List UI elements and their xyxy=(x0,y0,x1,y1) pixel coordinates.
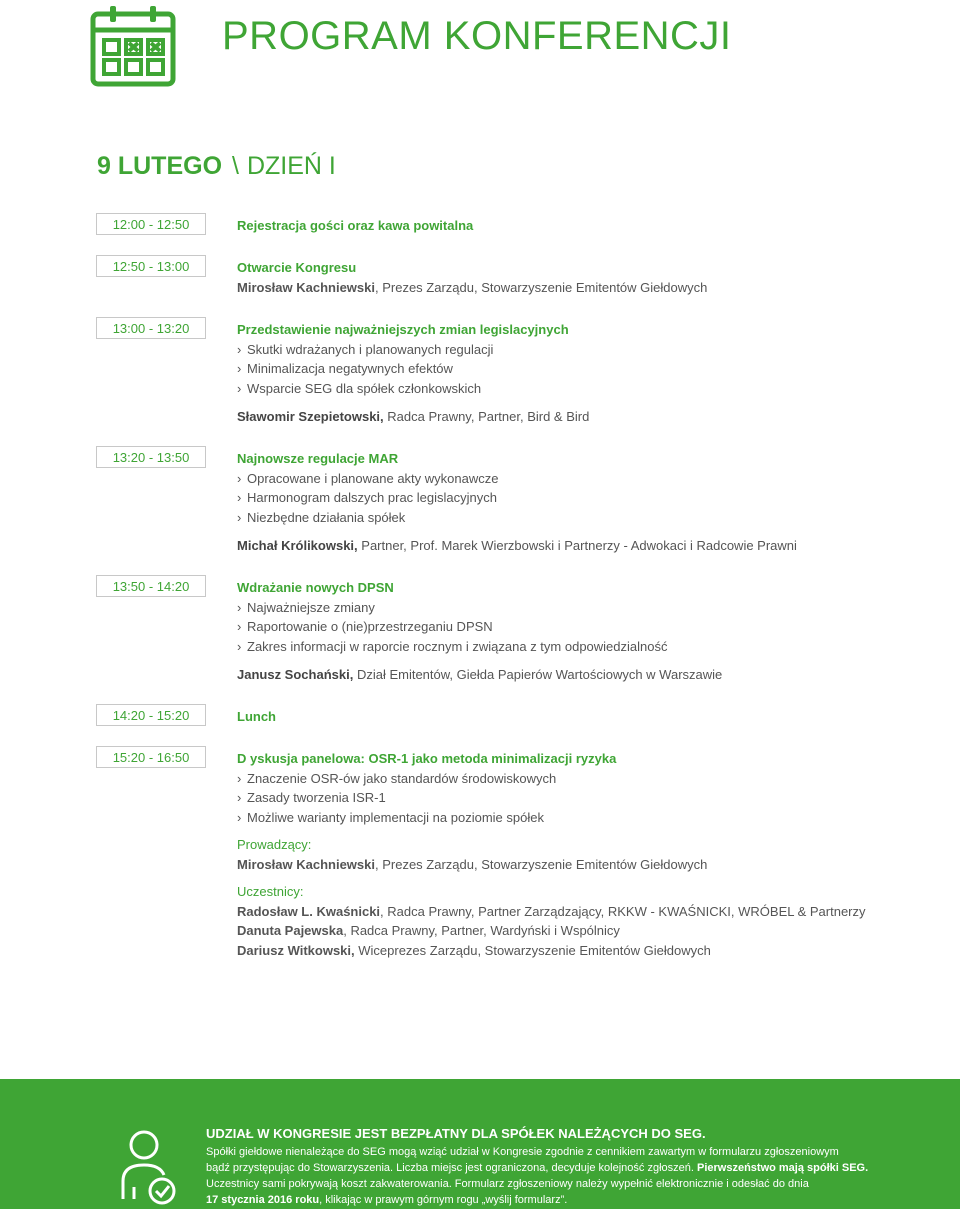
moderator-label: Prowadzący: xyxy=(237,837,312,852)
footer-line xyxy=(206,1192,936,1208)
bullet-item: › Zasady tworzenia ISR-1 xyxy=(237,788,937,808)
time-box: 13:50 - 14:20 xyxy=(96,575,206,597)
speaker-role: , Radca Prawny, Partner Zarządzający, RKKW - KWAŚNICKI, WRÓBEL & Partnerzy xyxy=(380,903,866,919)
participant xyxy=(237,921,937,941)
speaker-name: Mirosław Kachniewski xyxy=(237,279,375,295)
speaker xyxy=(237,278,937,298)
speaker xyxy=(237,536,937,556)
slot-content xyxy=(237,707,937,727)
bullet-item: › Opracowane i planowane akty wykonawcze xyxy=(237,469,937,489)
participant xyxy=(237,941,937,961)
bullet-item: › Harmonogram dalszych prac legislacyjnych xyxy=(237,488,937,508)
slot-content xyxy=(237,320,937,427)
time-box: 12:00 - 12:50 xyxy=(96,213,206,235)
slot-title: Rejestracja gości oraz kawa powitalna xyxy=(237,218,474,233)
person-check-icon xyxy=(120,1129,178,1205)
slot-title: Najnowsze regulacje MAR xyxy=(237,451,399,466)
footer-emphasis: Pierwszeństwo mają spółki SEG. xyxy=(696,1162,869,1174)
moderator xyxy=(237,855,937,875)
speaker-name: Mirosław Kachniewski xyxy=(237,856,375,872)
calendar-icon xyxy=(90,4,176,88)
time-box: 14:20 - 15:20 xyxy=(96,704,206,726)
speaker-name: Dariusz Witkowski, xyxy=(237,942,355,958)
bullet-item: › Minimalizacja negatywnych efektów xyxy=(237,359,937,379)
footer-line: Spółki giełdowe nienależące do SEG mogą wziąć udział w Kongresie zgodnie z cennikiem zawartym w formularzu zgłoszeniowym xyxy=(206,1146,839,1158)
slot-title: Przedstawienie najważniejszych zmian legislacyjnych xyxy=(237,322,569,337)
speaker-role: , Prezes Zarządu, Stowarzyszenie Emitentów Giełdowych xyxy=(375,856,708,872)
footer-line xyxy=(206,1160,936,1176)
participants-label: Uczestnicy: xyxy=(237,884,304,899)
day-label: DZIEŃ I xyxy=(246,152,336,180)
bullet-item: › Zakres informacji w raporcie rocznym i związana z tym odpowiedzialność xyxy=(237,637,937,657)
slot-title: Lunch xyxy=(237,709,276,724)
slot-title: D yskusja panelowa: OSR-1 jako metoda minimalizacji ryzyka xyxy=(237,751,617,766)
bullet-item: › Skutki wdrażanych i planowanych regulacji xyxy=(237,340,937,360)
slot-title: Wdrażanie nowych DPSN xyxy=(237,580,394,595)
time-box: 13:20 - 13:50 xyxy=(96,446,206,468)
time-box: 13:00 - 13:20 xyxy=(96,317,206,339)
bullet-item: › Niezbędne działania spółek xyxy=(237,508,937,528)
footer-text xyxy=(206,1126,936,1208)
page-title: PROGRAM KONFERENCJI xyxy=(222,14,732,58)
bullet-item: › Znaczenie OSR-ów jako standardów środowiskowych xyxy=(237,769,937,789)
bullet-item: › Najważniejsze zmiany xyxy=(237,598,937,618)
bullet-item: › Możliwe warianty implementacji na poziomie spółek xyxy=(237,808,937,828)
time-box: 12:50 - 13:00 xyxy=(96,255,206,277)
footer-banner xyxy=(0,1079,960,1209)
footer-line-text: bądź przystępując do Stowarzyszenia. Liczba miejsc jest ograniczona, decyduje kolejność zgłoszeń. xyxy=(206,1162,697,1174)
speaker-role: Dział Emitentów, Giełda Papierów Wartościowych w Warszawie xyxy=(353,667,723,682)
bullet-item: › Raportowanie o (nie)przestrzeganiu DPSN xyxy=(237,617,937,637)
footer-heading: UDZIAŁ W KONGRESIE JEST BEZPŁATNY DLA SPÓŁEK NALEŻĄCYCH DO SEG. xyxy=(206,1126,706,1141)
footer-deadline: 17 stycznia 2016 roku xyxy=(206,1194,320,1206)
speaker-name: Janusz Sochański, xyxy=(237,667,354,682)
slot-content xyxy=(237,449,937,556)
footer-line: Uczestnicy sami pokrywają koszt zakwaterowania. Formularz zgłoszeniowy należy wypełnić elektronicznie i odesłać do dnia xyxy=(206,1178,809,1190)
speaker-role: Radca Prawny, Partner, Bird & Bird xyxy=(383,409,590,424)
speaker xyxy=(237,407,937,427)
participant xyxy=(237,902,937,922)
day-separator: \ xyxy=(232,152,239,180)
day-date: 9 LUTEGO xyxy=(97,152,223,180)
day-heading xyxy=(97,152,336,181)
speaker-role: Wiceprezes Zarządu, Stowarzyszenie Emitentów Giełdowych xyxy=(354,942,711,958)
speaker-name: Sławomir Szepietowski, xyxy=(237,409,384,424)
slot-content xyxy=(237,216,937,236)
speaker-role: Partner, Prof. Marek Wierzbowski i Partnerzy - Adwokaci i Radcowie Prawni xyxy=(357,538,797,553)
slot-title: Otwarcie Kongresu xyxy=(237,260,357,275)
speaker-role: , Radca Prawny, Partner, Wardyński i Wspólnicy xyxy=(343,923,620,938)
speaker-name: Radosław L. Kwaśnicki xyxy=(237,903,381,919)
speaker-name: Danuta Pajewska xyxy=(237,923,344,938)
speaker xyxy=(237,665,937,685)
speaker-name: Michał Królikowski, xyxy=(237,538,358,553)
slot-content xyxy=(237,578,937,685)
slot-content xyxy=(237,749,937,960)
footer-line-text: , klikając w prawym górnym rogu „wyślij formularz”. xyxy=(319,1194,568,1206)
time-box: 15:20 - 16:50 xyxy=(96,746,206,768)
slot-content xyxy=(237,258,937,297)
bullet-item: › Wsparcie SEG dla spółek członkowskich xyxy=(237,379,937,399)
speaker-role: , Prezes Zarządu, Stowarzyszenie Emitentów Giełdowych xyxy=(375,279,708,295)
